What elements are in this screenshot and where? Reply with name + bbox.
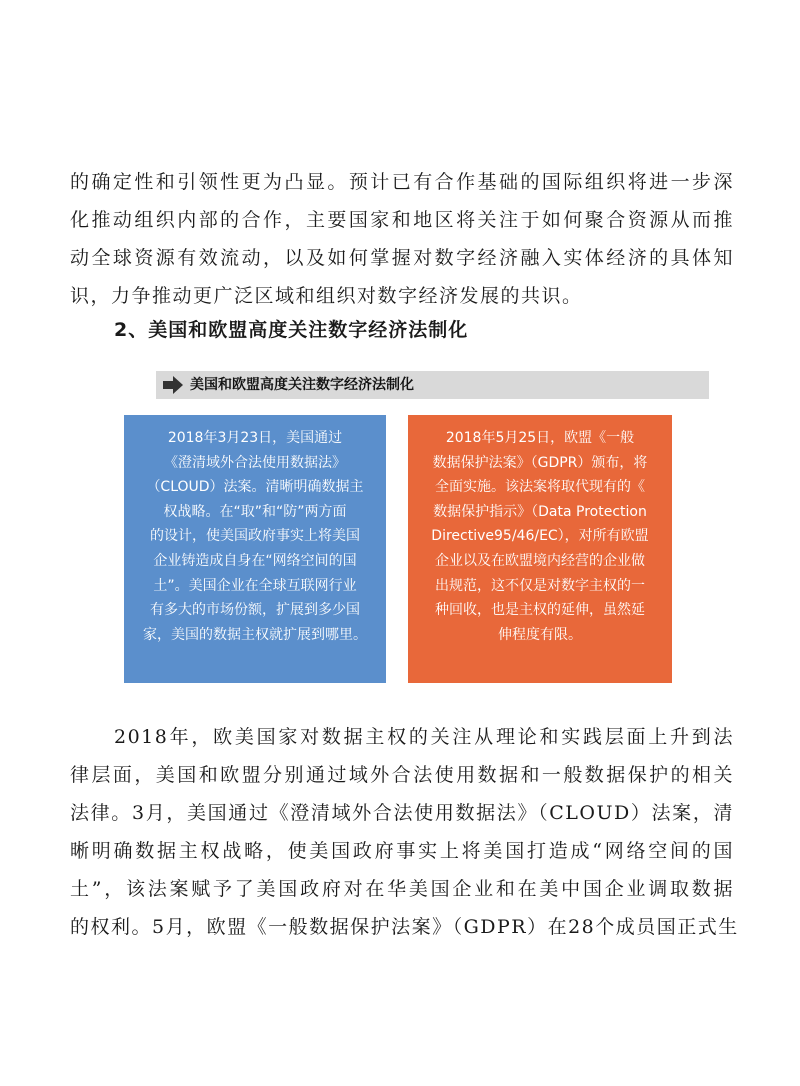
paragraph-line: 的确定性和引领性更为凸显。预计已有合作基础的国际组织将进一步深 bbox=[70, 171, 734, 193]
paragraph-line: 律层面，美国和欧盟分别通过域外合法使用数据和一般数据保护的相关 bbox=[70, 764, 734, 786]
card-line: 的设计，使美国政府事实上将美国 bbox=[150, 528, 360, 545]
card-line: 全面实施。该法案将取代现有的《 bbox=[435, 479, 645, 496]
paragraph-line: 法律。3月，美国通过《澄清域外合法使用数据法》（CLOUD）法案，清 bbox=[70, 802, 734, 824]
card-line: 伸程度有限。 bbox=[498, 626, 582, 643]
card-line: 家，美国的数据主权就扩展到哪里。 bbox=[143, 626, 367, 643]
card-line: 种回收，也是主权的延伸，虽然延 bbox=[435, 602, 645, 619]
card-line: 权战略。在“取”和“防”两方面 bbox=[163, 503, 347, 520]
card-line: Directive95/46/EC），对所有欧盟 bbox=[431, 528, 649, 545]
card-line: 有多大的市场份额，扩展到多少国 bbox=[150, 602, 360, 619]
paragraph-line: 识，力争推动更广泛区域和组织对数字经济发展的共识。 bbox=[70, 285, 583, 307]
figure-banner bbox=[156, 371, 709, 399]
usa-card bbox=[124, 415, 386, 683]
paragraph-line: 化推动组织内部的合作，主要国家和地区将关注于如何聚合资源从而推 bbox=[70, 209, 734, 231]
arrow-right-icon bbox=[163, 376, 183, 394]
eu-card bbox=[408, 415, 672, 683]
paragraph-line: 晰明确数据主权战略，使美国政府事实上将美国打造成“网络空间的国 bbox=[70, 840, 734, 862]
card-line: 土”。美国企业在全球互联网行业 bbox=[153, 577, 357, 594]
card-line: 2018年5月25日，欧盟《一般 bbox=[445, 430, 635, 446]
paragraph-bottom bbox=[70, 718, 739, 946]
card-line: 企业铸造成自身在“网络空间的国 bbox=[153, 552, 357, 569]
card-line: 企业以及在欧盟境内经营的企业做 bbox=[435, 552, 645, 569]
paragraph-line: 土”，该法案赋予了美国政府对在华美国企业和在美中国企业调取数据 bbox=[70, 878, 734, 900]
banner-title: 美国和欧盟高度关注数字经济法制化 bbox=[190, 377, 414, 393]
paragraph-line: 动全球资源有效流动，以及如何掌握对数字经济融入实体经济的具体知 bbox=[70, 247, 734, 269]
paragraph-line: 2018年，欧美国家对数据主权的关注从理论和实践层面上升到法 bbox=[114, 726, 734, 748]
paragraph-line: 的权利。5月，欧盟《一般数据保护法案》（GDPR）在28个成员国正式生 bbox=[70, 916, 739, 938]
card-line: 2018年3月23日，美国通过 bbox=[167, 430, 343, 446]
paragraph-top bbox=[70, 163, 734, 315]
card-line: 出规范，这不仅是对数字主权的一 bbox=[435, 577, 645, 594]
card-line: 《澄清域外合法使用数据法》 bbox=[164, 454, 346, 471]
section-heading: 2、美国和欧盟高度关注数字经济法制化 bbox=[114, 319, 469, 341]
card-line: 数据保护法案》（GDPR）颁布，将 bbox=[432, 454, 648, 471]
card-line: （CLOUD）法案。清晰明确数据主 bbox=[146, 479, 364, 496]
card-line: 数据保护指示》（Data Protection bbox=[433, 503, 647, 520]
